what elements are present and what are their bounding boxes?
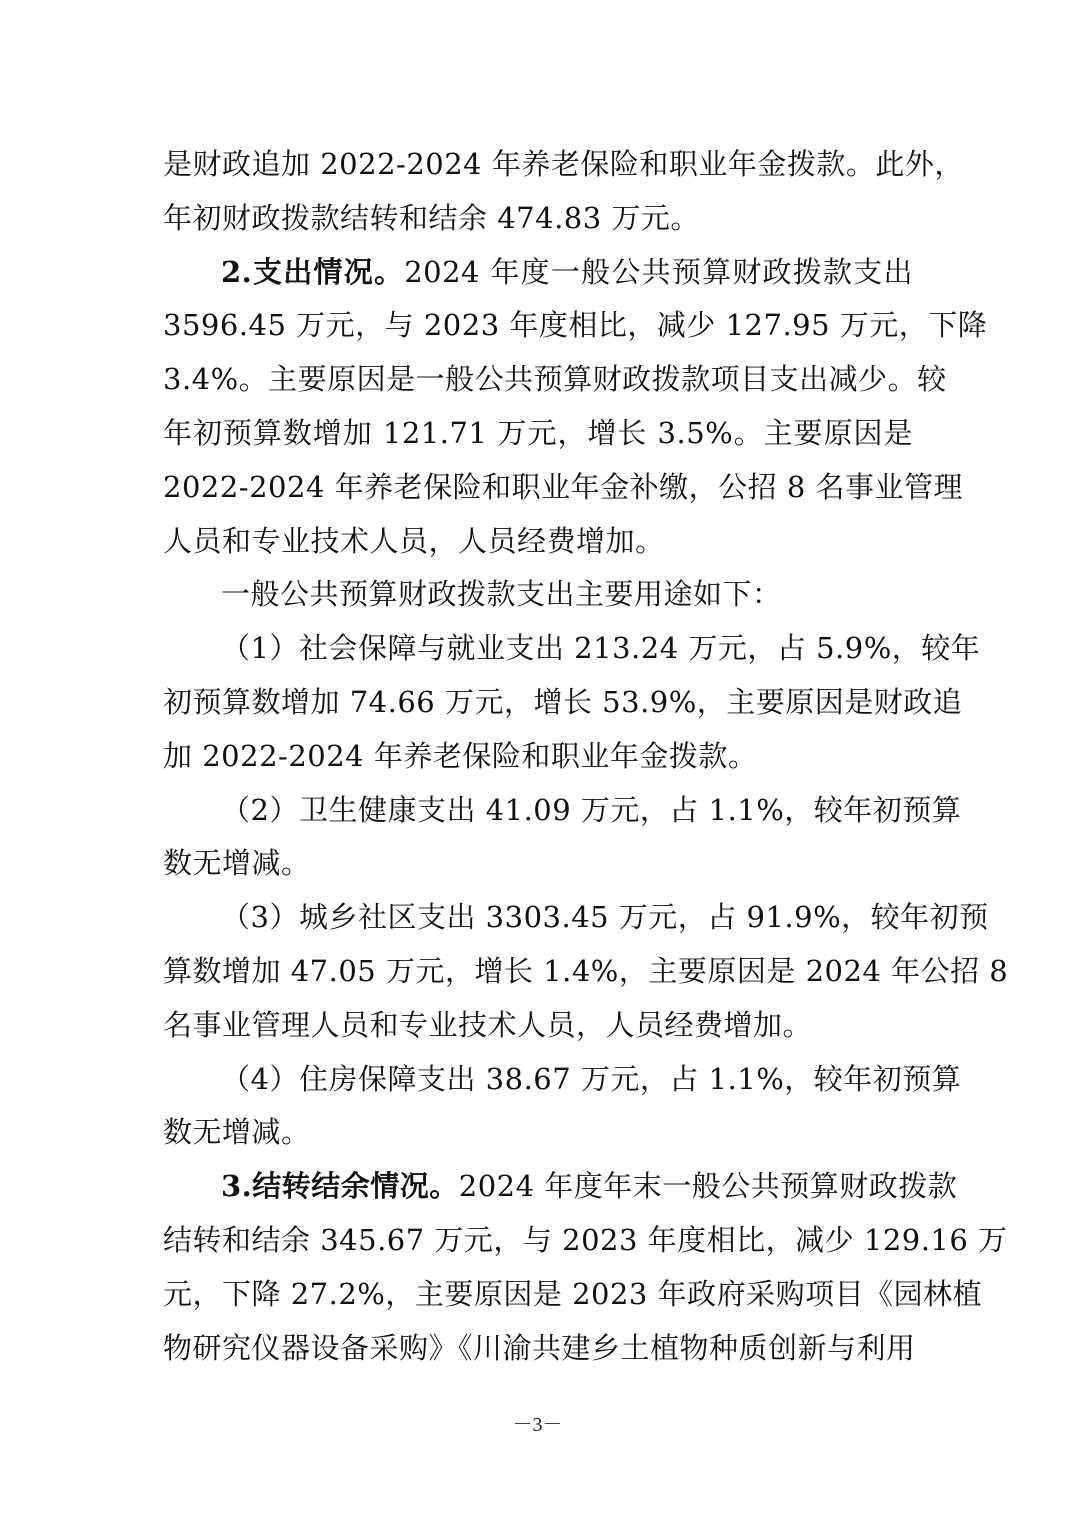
heading-text: 2024 年度一般公共预算财政拨款支出 bbox=[404, 254, 913, 289]
text-line-23: 物研究仪器设备采购》《川渝共建乡土植物种质创新与利用 bbox=[163, 1330, 916, 1365]
list-item-3: （3）城乡社区支出 3303.45 万元，占 91.9%，较年初预 bbox=[221, 900, 989, 935]
page-number: －3－ bbox=[512, 1414, 563, 1436]
document-body bbox=[163, 138, 1009, 1375]
heading-text: 2024 年度年末一般公共预算财政拨款 bbox=[458, 1169, 958, 1204]
text-line-1: 是财政追加 2022-2024 年养老保险和职业年金拨款。此外， bbox=[163, 147, 964, 181]
text-line-9: 一般公共预算财政拨款支出主要用途如下： bbox=[221, 577, 782, 612]
text-line-2: 年初财政拨款结转和结余 474.83 万元。 bbox=[163, 200, 700, 235]
text-line-7: 2022-2024 年养老保险和职业年金补缴，公招 8 名事业管理 bbox=[163, 469, 964, 504]
text-line-5: 3.4%。主要原因是一般公共预算财政拨款项目支出减少。较 bbox=[163, 362, 947, 397]
heading-label: 3.结转结余情况。 bbox=[221, 1169, 459, 1204]
text-line-19: 数无增减。 bbox=[163, 1115, 311, 1150]
text-line-11: 初预算数增加 74.66 万元，增长 53.9%，主要原因是财政追 bbox=[163, 684, 963, 719]
list-item-1: （1）社会保障与就业支出 213.24 万元，占 5.9%，较年 bbox=[221, 631, 981, 666]
list-item-4: （4）住房保障支出 38.67 万元，占 1.1%，较年初预算 bbox=[221, 1061, 962, 1096]
section-heading-carryover bbox=[163, 1160, 958, 1214]
text-line-12: 加 2022-2024 年养老保险和职业年金拨款。 bbox=[163, 738, 758, 773]
heading-label: 2.支出情况。 bbox=[221, 254, 405, 289]
text-line-4: 3596.45 万元，与 2023 年度相比，减少 127.95 万元，下降 bbox=[163, 308, 988, 343]
text-line-8: 人员和专业技术人员，人员经费增加。 bbox=[163, 523, 665, 558]
text-line-6: 年初预算数增加 121.71 万元，增长 3.5%。主要原因是 bbox=[163, 415, 913, 450]
text-line-22: 元，下降 27.2%，主要原因是 2023 年政府采购项目《园林植 bbox=[163, 1276, 983, 1311]
text-line-21: 结转和结余 345.67 万元，与 2023 年度相比，减少 129.16 万 bbox=[163, 1222, 1008, 1257]
section-heading-expenditure bbox=[163, 246, 913, 300]
list-item-2: （2）卫生健康支出 41.09 万元，占 1.1%，较年初预算 bbox=[221, 792, 962, 827]
text-line-16: 算数增加 47.05 万元，增长 1.4%，主要原因是 2024 年公招 8 bbox=[163, 953, 1009, 988]
text-line-17: 名事业管理人员和专业技术人员，人员经费增加。 bbox=[163, 1007, 813, 1042]
text-line-14: 数无增减。 bbox=[163, 846, 311, 881]
